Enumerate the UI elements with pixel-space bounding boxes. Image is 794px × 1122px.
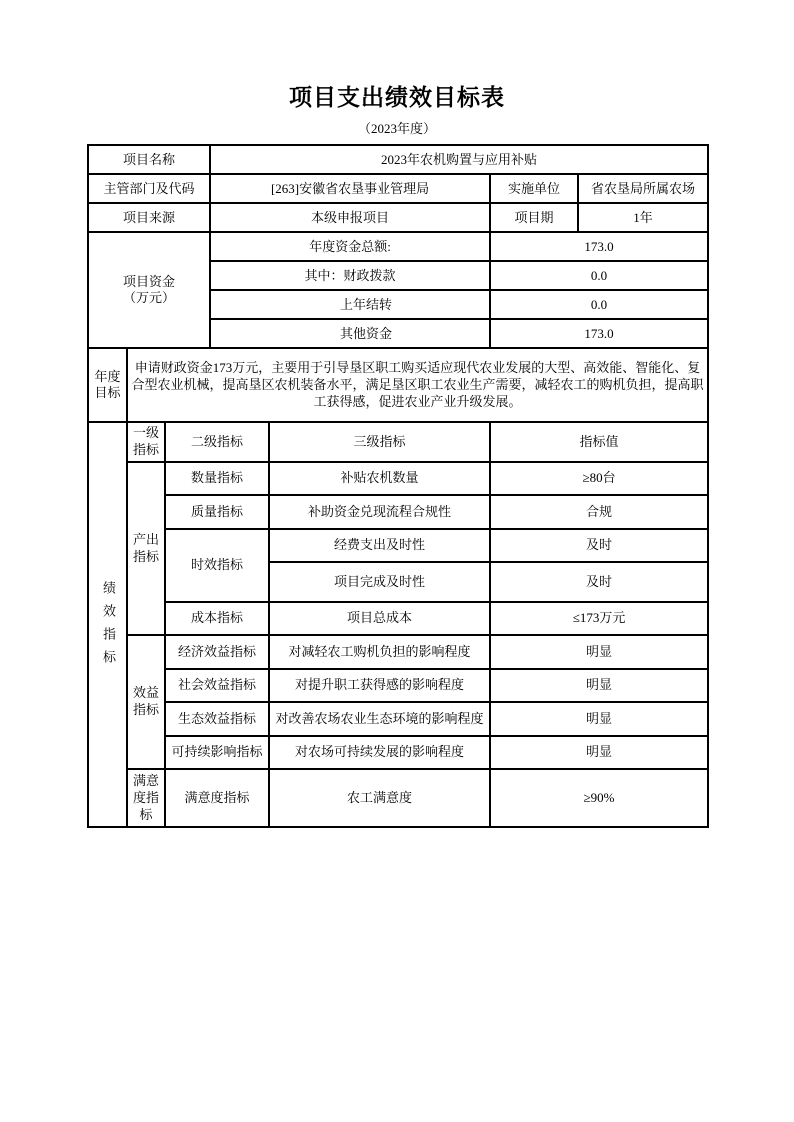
indicator-value-cell: ≥90% bbox=[490, 769, 708, 827]
indicator-level2-cell: 数量指标 bbox=[165, 462, 269, 495]
implement-unit-value: 省农垦局所属农场 bbox=[578, 174, 708, 203]
indicator-level2-cell: 生态效益指标 bbox=[165, 702, 269, 736]
indicator-level3-cell: 项目总成本 bbox=[269, 602, 490, 635]
header-value: 指标值 bbox=[490, 422, 708, 462]
indicator-value-cell: 明显 bbox=[490, 736, 708, 769]
annual-goal-label: 年度目标 bbox=[88, 348, 127, 422]
performance-target-table bbox=[87, 144, 709, 828]
level1-group-label: 满意度指标 bbox=[127, 769, 165, 827]
indicator-level3-cell: 对减轻农工购机负担的影响程度 bbox=[269, 635, 490, 669]
funding-row-value: 173.0 bbox=[490, 319, 708, 348]
annual-goal-text: 申请财政资金173万元，主要用于引导垦区职工购买适应现代农业发展的大型、高效能、智能化、复合型农业机械，提高垦区农机装备水平，满足垦区职工农业生产需要，减轻农工的购机负担，提高职工获得感，促进农业产业升级发展。 bbox=[127, 348, 708, 422]
indicator-value-cell: ≥80台 bbox=[490, 462, 708, 495]
indicator-level2-cell: 成本指标 bbox=[165, 602, 269, 635]
funding-section-label bbox=[88, 232, 210, 348]
indicator-level3-cell: 对农场可持续发展的影响程度 bbox=[269, 736, 490, 769]
project-name-value: 2023年农机购置与应用补贴 bbox=[210, 145, 708, 174]
indicator-level2-cell: 可持续影响指标 bbox=[165, 736, 269, 769]
indicator-level3-cell: 补贴农机数量 bbox=[269, 462, 490, 495]
project-source-label: 项目来源 bbox=[88, 203, 210, 232]
project-name-label: 项目名称 bbox=[88, 145, 210, 174]
header-level3: 三级指标 bbox=[269, 422, 490, 462]
funding-section-label-line2: （万元） bbox=[123, 290, 176, 306]
indicator-level2-cell: 时效指标 bbox=[165, 529, 269, 602]
indicator-value-cell: 明显 bbox=[490, 702, 708, 736]
funding-row-value: 0.0 bbox=[490, 290, 708, 319]
funding-row-label: 上年结转 bbox=[210, 290, 490, 319]
funding-section-label-line1: 项目资金 bbox=[123, 273, 176, 289]
level1-group-label: 产出指标 bbox=[127, 462, 165, 635]
project-source-value: 本级申报项目 bbox=[210, 203, 490, 232]
indicator-level2-cell: 经济效益指标 bbox=[165, 635, 269, 669]
indicator-level2-cell: 满意度指标 bbox=[165, 769, 269, 827]
funding-row-value: 0.0 bbox=[490, 261, 708, 290]
header-level1: 一级指标 bbox=[127, 422, 165, 462]
indicator-value-cell: 明显 bbox=[490, 669, 708, 702]
indicator-value-cell: 及时 bbox=[490, 562, 708, 602]
department-value: [263]安徽省农垦事业管理局 bbox=[210, 174, 490, 203]
department-label: 主管部门及代码 bbox=[88, 174, 210, 203]
indicator-level2-cell: 质量指标 bbox=[165, 495, 269, 529]
indicator-level3-cell: 对改善农场农业生态环境的影响程度 bbox=[269, 702, 490, 736]
level1-group-label: 效益指标 bbox=[127, 635, 165, 769]
indicator-level3-cell: 经费支出及时性 bbox=[269, 529, 490, 562]
indicator-value-cell: ≤173万元 bbox=[490, 602, 708, 635]
project-period-value: 1年 bbox=[578, 203, 708, 232]
indicator-value-cell: 及时 bbox=[490, 529, 708, 562]
indicator-value-cell: 合规 bbox=[490, 495, 708, 529]
indicator-value-cell: 明显 bbox=[490, 635, 708, 669]
implement-unit-label: 实施单位 bbox=[490, 174, 578, 203]
indicator-level3-cell: 补助资金兑现流程合规性 bbox=[269, 495, 490, 529]
indicators-section-label: 绩效指标 bbox=[88, 422, 127, 827]
project-period-label: 项目期 bbox=[490, 203, 578, 232]
funding-row-label: 年度资金总额: bbox=[210, 232, 490, 261]
funding-row-label: 其他资金 bbox=[210, 319, 490, 348]
header-level2: 二级指标 bbox=[165, 422, 269, 462]
indicator-level3-cell: 农工满意度 bbox=[269, 769, 490, 827]
indicator-level2-cell: 社会效益指标 bbox=[165, 669, 269, 702]
indicator-level3-cell: 对提升职工获得感的影响程度 bbox=[269, 669, 490, 702]
funding-row-value: 173.0 bbox=[490, 232, 708, 261]
page-subtitle: （2023年度） bbox=[357, 120, 436, 136]
indicator-level3-cell: 项目完成及时性 bbox=[269, 562, 490, 602]
funding-row-label: 其中：财政拨款 bbox=[210, 261, 490, 290]
page-title: 项目支出绩效目标表 bbox=[289, 84, 505, 110]
